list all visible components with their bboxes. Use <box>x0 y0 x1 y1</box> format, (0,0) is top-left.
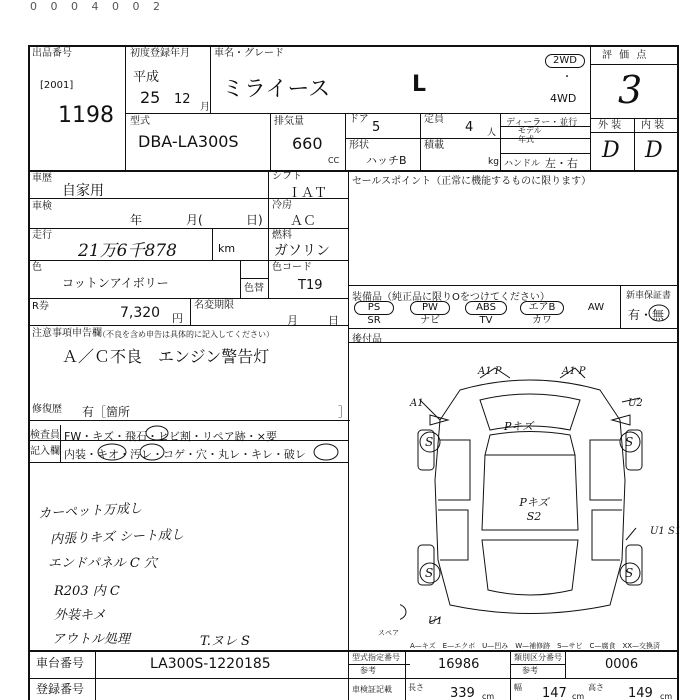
dims-width: 147 <box>542 686 567 700</box>
drive-sep: ・ <box>562 72 572 83</box>
divider <box>345 113 346 170</box>
mark-s-rear-left: S <box>425 566 434 580</box>
notes-value: Ａ／Ｃ不良 エンジン警告灯 <box>62 347 270 366</box>
category-number-label: 類別区分番号 <box>514 653 562 662</box>
type-designation-note: 参考 <box>360 666 376 675</box>
inspection-label: 車検 <box>32 201 52 212</box>
shift-label: シフト <box>272 171 302 182</box>
first-reg-year: 25 <box>140 88 161 107</box>
fuel-value: ガソリン <box>274 243 330 259</box>
divider <box>348 650 349 700</box>
divider <box>190 298 191 325</box>
load-label: 積載 <box>424 140 444 151</box>
model-label: 型式 <box>130 116 150 127</box>
recycle-unit: 円 <box>172 312 183 325</box>
mileage-label: 走行 <box>32 230 52 241</box>
mark-u2: U2 <box>628 398 643 409</box>
car-name-label: 車名・グレード <box>214 48 284 59</box>
divider <box>348 342 678 343</box>
color-code-label: 色コード <box>272 262 312 273</box>
color-label: 色 <box>32 262 42 273</box>
check-row2-items: 内装・キオ・汚レ・コゲ・穴・丸レ・キレ・破レ <box>64 448 306 461</box>
dims-width-unit: cm <box>572 692 585 700</box>
mark-u1: U1 <box>428 616 443 627</box>
drive-2wd: 2WD <box>545 54 585 68</box>
equip-ps: PS <box>354 301 394 315</box>
doors-label: ドア <box>349 114 369 125</box>
checklist-circle-marks <box>140 424 340 464</box>
check-chip: 飛石 <box>125 430 147 443</box>
inspection-year-unit: 年 <box>130 213 143 227</box>
divider <box>28 678 678 679</box>
divider <box>28 260 348 261</box>
first-reg-month-unit: 月 <box>200 102 210 113</box>
divider <box>210 45 211 113</box>
divider <box>510 650 511 700</box>
dims-width-label: 幅 <box>514 683 522 692</box>
registration-label: 登録番号 <box>36 682 85 696</box>
grade-score: 3 <box>618 68 643 112</box>
damage-legend: A—キズ E—エクボ U—凹み W—補修跡 S—サビ C—腐食 XX—交換済 <box>410 642 661 650</box>
lot-number: 1198 <box>58 103 114 128</box>
dims-height: 149 <box>628 686 653 700</box>
dims-height-label: 高さ <box>588 683 604 692</box>
color-code: T19 <box>298 278 323 293</box>
divider <box>500 113 501 170</box>
color-change-label: 色替 <box>244 283 264 294</box>
divider <box>240 260 241 298</box>
mileage-value: 21万6千878 <box>78 241 177 261</box>
warranty-circle-mark <box>648 303 670 323</box>
check-scratch: キズ <box>92 430 114 443</box>
lot-label: 出品番号 <box>32 48 72 59</box>
car-name: ミライース <box>222 77 331 102</box>
check-row1-label: 検査員 <box>30 430 60 441</box>
shift-value: ＩＡＴ <box>288 186 328 201</box>
ac-label: 冷房 <box>272 200 292 211</box>
dims-length-label: 長さ <box>408 683 424 692</box>
lot-year: [2001] <box>40 80 74 91</box>
handwritten-note-1: カーペット万成し <box>37 501 143 522</box>
divider <box>405 650 406 700</box>
ac-value: ＡＣ <box>290 214 317 229</box>
equip-sr: SR <box>367 315 381 326</box>
capacity-value: 4 <box>465 120 474 135</box>
equip-navi: ナビ <box>420 315 440 326</box>
check-hole: 穴 <box>196 448 207 461</box>
drive-4wd: 4WD <box>550 92 577 105</box>
equip-leather: カワ <box>532 315 552 326</box>
grade-label: 評 価 点 <box>602 50 649 61</box>
divider <box>270 113 271 170</box>
mark-a1: A1 <box>410 398 424 409</box>
warranty-label: 新車保証書 <box>626 291 672 301</box>
category-number-note: 参考 <box>522 666 538 675</box>
mark-a1p-right: A1 P <box>562 366 586 377</box>
load-unit: kg <box>488 157 499 167</box>
transfer-month-unit: 月 <box>287 314 298 327</box>
check-broken: 破レ <box>283 448 306 461</box>
recycle-label: R券 <box>32 301 49 312</box>
divider <box>28 420 350 421</box>
repair-label: 修復歴 <box>32 404 62 415</box>
notes-label: 注意事項申告欄 <box>32 328 102 339</box>
handle-value: 左・右 <box>545 157 578 170</box>
first-reg-era: 平成 <box>133 70 160 85</box>
check-row2-label: 記入欄 <box>30 446 60 457</box>
model-year-label2: 年式 <box>518 135 534 144</box>
divider <box>60 425 61 462</box>
divider <box>500 153 590 154</box>
equip-airbag: エアB <box>520 301 564 315</box>
dealer-label: ディーラー・並行 <box>506 118 578 128</box>
frame-right <box>677 45 679 700</box>
first-reg-label: 初度登録年月 <box>130 48 190 59</box>
handwritten-note-2: 内張りキズ シート成し <box>49 527 185 548</box>
first-reg-month: 12 <box>174 92 191 107</box>
repair-close: ］ <box>338 405 351 419</box>
check-crack: ヒビ割 <box>158 430 191 443</box>
divider <box>240 278 268 279</box>
type-designation-label: 型式指定番号 <box>352 653 400 662</box>
equip-aw: AW <box>587 302 605 313</box>
dims-label: 車検証記載 <box>352 685 392 694</box>
divider <box>420 113 421 170</box>
divider <box>348 664 410 665</box>
divider <box>95 650 96 700</box>
equipment-label: 装備品（純正品に限りOをつけてください） <box>352 292 550 303</box>
check-fw: FW <box>64 430 82 443</box>
type-designation-value: 16986 <box>438 657 480 672</box>
interior-label: 内 装 <box>641 120 665 131</box>
transfer-label: 名変期限 <box>194 300 234 311</box>
dims-length-unit: cm <box>482 692 495 700</box>
check-repair-mark: リペア跡 <box>202 430 246 443</box>
model-value: DBA-LA300S <box>138 132 239 151</box>
check-row1-items: FW・キズ・飛石・ヒビ割・リペア跡・×要 <box>64 430 277 443</box>
mark-p-scratch-front: Pキズ <box>504 420 534 433</box>
divider <box>348 420 349 650</box>
inspection-month-unit: 月( <box>186 213 203 227</box>
check-x-needed: ×要 <box>256 430 277 443</box>
divider <box>212 228 213 260</box>
shape-value: ハッチB <box>366 154 407 167</box>
check-tear: キレ <box>251 448 273 461</box>
category-number-value: 0006 <box>605 657 639 672</box>
mark-s-front-right: S <box>625 435 634 449</box>
handwritten-note-5: 外装キメ <box>54 608 106 623</box>
divider <box>510 664 566 665</box>
divider <box>634 118 635 170</box>
recycle-value: 7,320 <box>120 305 161 321</box>
divider <box>590 64 678 65</box>
exterior-grade: D <box>602 138 620 163</box>
shape-label: 形状 <box>349 140 369 151</box>
handwritten-note-3: エンドパネル C 穴 <box>48 556 157 571</box>
doors-value: 5 <box>372 120 381 135</box>
divider <box>28 325 348 326</box>
handwritten-note-4: R203 内 C <box>54 584 120 599</box>
notes-sub: （不良を含め申告は具体的に記入してください） <box>98 330 274 339</box>
interior-grade: D <box>645 138 663 163</box>
equip-abs: ABS <box>465 301 507 315</box>
sales-point-label: セールスポイント（正常に機能するものに限ります） <box>352 176 592 187</box>
car-grade: L <box>412 72 427 97</box>
mark-s-rear-right: S <box>625 566 634 580</box>
spare-label: スペア <box>378 629 399 637</box>
check-burn: コゲ <box>163 448 185 461</box>
warranty-value: 有・無 <box>628 308 665 322</box>
dims-height-unit: cm <box>660 692 673 700</box>
divider <box>348 170 349 420</box>
history-value: 自家用 <box>62 183 104 199</box>
mark-p-scratch-roof: Pキズ S2 <box>519 496 549 523</box>
divider <box>125 45 126 170</box>
check-scratch2: キオ <box>97 448 119 461</box>
equip-tv: TV <box>479 315 493 326</box>
mark-s-front-left: S <box>425 435 434 449</box>
chassis-value: LA300S-1220185 <box>150 656 271 672</box>
handwritten-note-7: T.ヌレ S <box>200 634 250 649</box>
handle-label: ハンドル <box>504 159 541 169</box>
capacity-unit: 人 <box>487 128 497 138</box>
frame-left <box>28 45 30 700</box>
divider <box>348 285 678 286</box>
capacity-label: 定員 <box>424 114 444 125</box>
divider <box>28 298 348 299</box>
aftermarket-label: 後付品 <box>352 334 382 345</box>
handwritten-note-6: アウトル処理 <box>52 632 131 647</box>
check-interior: 内装 <box>64 448 86 461</box>
equip-pw: PW <box>410 301 450 315</box>
displacement-value: 660 <box>292 134 323 153</box>
mark-a1p-left: A1 P <box>478 366 502 377</box>
divider <box>348 328 678 329</box>
history-label: 車歴 <box>32 173 52 184</box>
transfer-day-unit: 日 <box>328 314 339 327</box>
chassis-label: 車台番号 <box>36 656 85 670</box>
fuel-label: 燃料 <box>272 230 292 241</box>
divider <box>345 138 590 139</box>
divider <box>620 285 621 328</box>
check-worn: 丸レ <box>218 448 240 461</box>
top-strip-text: 0 0 0 4 0 0 2 <box>30 0 165 13</box>
dims-length: 339 <box>450 686 475 700</box>
color-value: コットンアイボリー <box>62 276 169 290</box>
check-dirty: 汚レ <box>130 448 152 461</box>
inspection-day-unit: 日) <box>246 213 263 227</box>
model-year-label1: モデル <box>518 126 542 135</box>
exterior-label: 外 装 <box>598 120 622 131</box>
displacement-label: 排気量 <box>274 116 304 127</box>
divider <box>268 260 269 298</box>
mileage-unit: km <box>218 242 236 255</box>
divider <box>268 170 269 261</box>
displacement-unit: CC <box>328 156 340 165</box>
checklist-circle-mark-scratch <box>94 442 130 462</box>
mark-u1s1: U1 S1 <box>650 526 682 537</box>
repair-value: 有［箇所 <box>82 405 131 419</box>
